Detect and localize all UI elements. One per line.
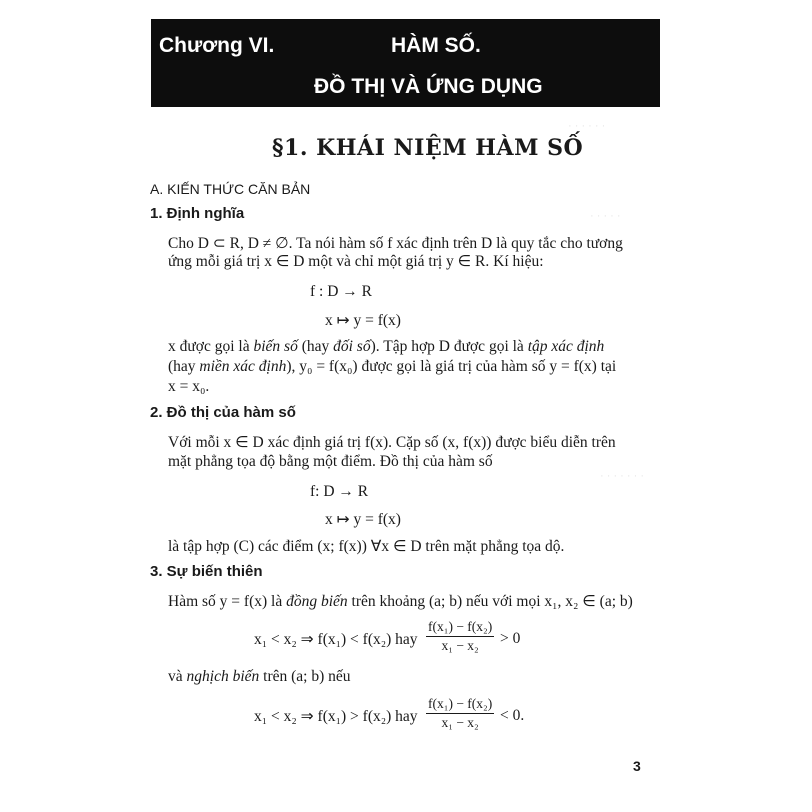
definition-note-line3: x = x₀. [168, 378, 210, 395]
subsection-heading-graph: 2. Đồ thị của hàm số [150, 404, 296, 421]
definition-note-line1: x được gọi là biến số (hay đối số). Tập hợp D được gọi là tập xác định [168, 338, 605, 355]
subsection-heading-definition: 1. Định nghĩa [150, 205, 245, 222]
bleed-through-text: · · · · · · [568, 120, 606, 132]
part-heading: A. KIẾN THỨC CĂN BẢN [150, 181, 311, 197]
increasing-inequality-right: > 0 [500, 630, 521, 647]
bleed-through-text: · · · · · · · [600, 470, 644, 482]
subsection-heading-monotonicity: 3. Sự biến thiên [150, 563, 263, 580]
definition-note-line2: (hay miền xác định), y₀ = f(x₀) được gọi là giá trị của hàm số y = f(x) tại [168, 358, 617, 375]
monotonicity-text-line2: và nghịch biến trên (a; b) nếu [168, 668, 351, 685]
decreasing-fraction-numerator: f(x₁) − f(x₂) [426, 696, 494, 714]
chapter-title-line2: ĐỒ THỊ VÀ ỨNG DỤNG [314, 75, 543, 98]
graph-formula-map: f: D → R [310, 483, 369, 500]
bleed-through-text: · · · · · [590, 210, 621, 222]
page-number: 3 [633, 758, 641, 774]
increasing-fraction-denominator: x₁ − x₂ [441, 638, 479, 653]
increasing-inequality-left: x₁ < x₂ ⇒ f(x₁) < f(x₂) hay [254, 631, 418, 648]
graph-text-line3: là tập hợp (C) các điểm (x; f(x)) ∀x ∈ D trên mặt phẳng tọa dộ. [168, 538, 565, 555]
chapter-title-line1: HÀM SỐ. [391, 34, 481, 57]
chapter-label: Chương VI. [159, 34, 275, 57]
decreasing-inequality-right: < 0. [500, 707, 525, 724]
graph-formula-rule: x ↦ y = f(x) [325, 511, 401, 528]
definition-text-line1: Cho D ⊂ R, D ≠ ∅. Ta nói hàm số f xác định trên D là quy tắc cho tương [168, 235, 623, 252]
definition-text-line2: ứng mỗi giá trị x ∈ D một và chỉ một giá trị y ∈ R. Kí hiệu: [168, 253, 544, 270]
monotonicity-text-line1: Hàm số y = f(x) là đồng biến trên khoảng (a; b) nếu với mọi x₁, x₂ ∈ (a; b) [168, 593, 633, 610]
graph-text-line1: Với mỗi x ∈ D xác định giá trị f(x). Cặp số (x, f(x)) được biểu diễn trên [168, 434, 616, 451]
formula-rule: x ↦ y = f(x) [325, 312, 401, 329]
graph-text-line2: mặt phẳng tọa độ bằng một điểm. Đồ thị của hàm số [168, 453, 493, 470]
decreasing-fraction [426, 696, 494, 731]
decreasing-fraction-denominator: x₁ − x₂ [441, 715, 479, 730]
chapter-banner [151, 19, 660, 107]
section-title: §1. KHÁI NIỆM HÀM SỐ [272, 135, 584, 161]
formula-map: f : D → R [310, 283, 372, 300]
decreasing-inequality-left: x₁ < x₂ ⇒ f(x₁) > f(x₂) hay [254, 708, 418, 725]
increasing-fraction [426, 619, 494, 654]
increasing-fraction-numerator: f(x₁) − f(x₂) [426, 619, 494, 637]
